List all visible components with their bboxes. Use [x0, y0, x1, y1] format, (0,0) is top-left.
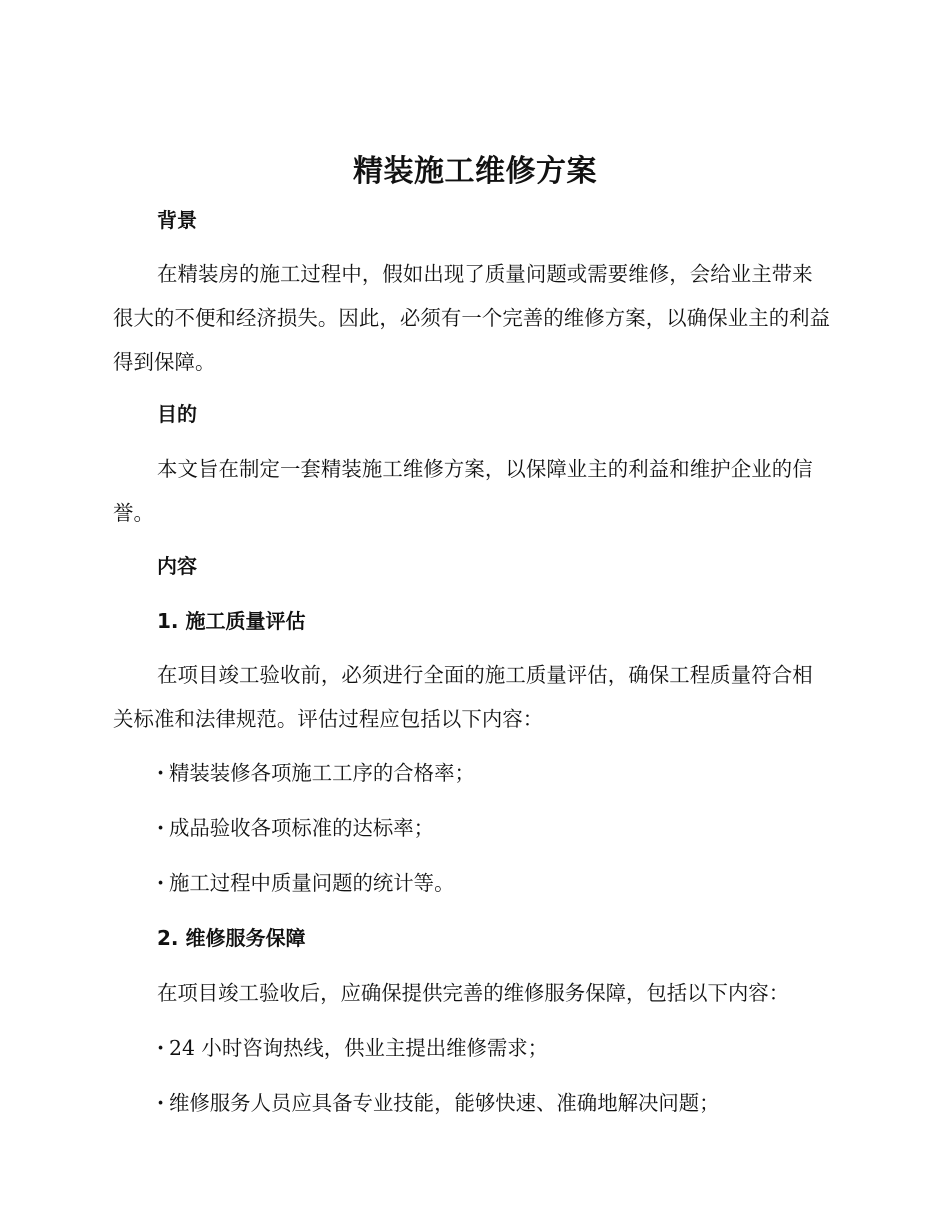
- heading-background: 背景: [157, 208, 197, 232]
- paragraph-purpose: 本文旨在制定一套精装施工维修方案，以保障业主的利益和维护企业的信誉。: [113, 457, 813, 525]
- paragraph-section-2: 在项目竣工验收后，应确保提供完善的维修服务保障，包括以下内容：: [157, 981, 790, 1005]
- list-item-text: 24 小时咨询热线，供业主提出维修需求；: [169, 1036, 549, 1060]
- list-item: [157, 1034, 548, 1062]
- list-item-text: 维修服务人员应具备专业技能，能够快速、准确地解决问题；: [169, 1091, 720, 1115]
- bullet-icon: ·: [157, 1036, 165, 1060]
- heading-content: 内容: [157, 554, 197, 578]
- bullet-icon: ·: [157, 816, 165, 840]
- list-item: [157, 759, 475, 787]
- document-title: 精装施工维修方案: [353, 154, 597, 189]
- list-item: [157, 869, 454, 897]
- list-item: [157, 1089, 720, 1117]
- paragraph-background: 在精装房的施工过程中，假如出现了质量问题或需要维修，会给业主带来很大的不便和经济损失。因此，必须有一个完善的维修方案，以确保业主的利益得到保障。: [113, 262, 831, 374]
- list-item: [157, 814, 434, 842]
- heading-section-2: 2. 维修服务保障: [157, 926, 306, 950]
- heading-purpose: 目的: [157, 402, 197, 426]
- list-item-text: 精装装修各项施工工序的合格率；: [169, 761, 475, 785]
- paragraph-section-1: 在项目竣工验收前，必须进行全面的施工质量评估，确保工程质量符合相关标准和法律规范。评估过程应包括以下内容：: [113, 663, 813, 731]
- heading-section-1: 1. 施工质量评估: [157, 609, 306, 633]
- list-item-text: 成品验收各项标准的达标率；: [169, 816, 435, 840]
- bullet-icon: ·: [157, 1091, 165, 1115]
- bullet-icon: ·: [157, 761, 165, 785]
- bullet-icon: ·: [157, 871, 165, 895]
- list-item-text: 施工过程中质量问题的统计等。: [169, 871, 455, 895]
